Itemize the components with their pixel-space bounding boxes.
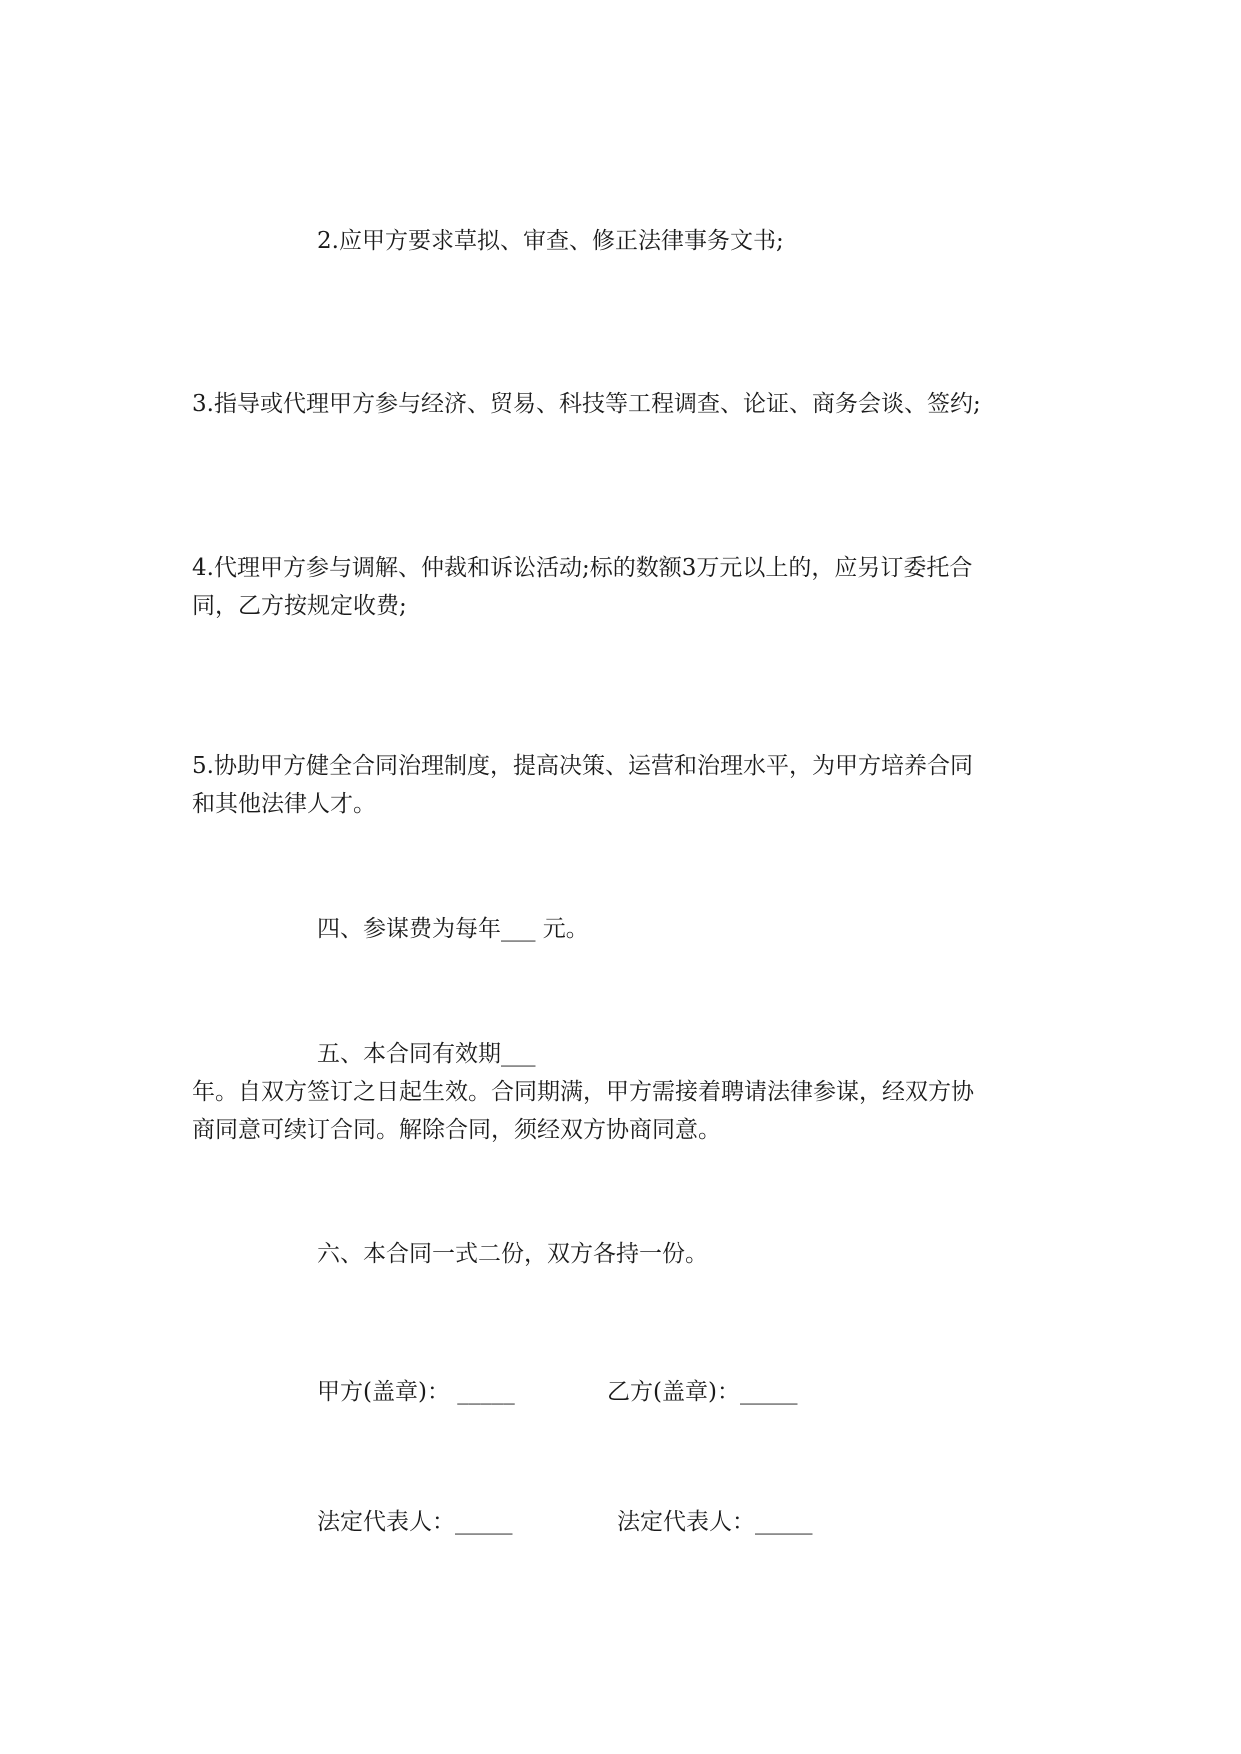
clause-5-line-2: 和其他法律人才。	[192, 791, 376, 817]
clause-2	[317, 222, 1042, 260]
section-5-line-2: 年。自双方签订之日起生效。合同期满，甲方需接着聘请法律参谋，经双方协	[192, 1079, 974, 1105]
clause-3-text: 3.指导或代理甲方参与经济、贸易、科技等工程调查、论证、商务会谈、签约;	[192, 391, 981, 417]
clause-4-line-2: 同，乙方按规定收费;	[192, 593, 407, 619]
party-b-representative: 法定代表人：_____	[617, 1509, 813, 1535]
party-a-representative: 法定代表人：_____	[317, 1509, 513, 1535]
party-a-seal: 甲方(盖章)： _____	[317, 1379, 515, 1405]
clause-5-line-1: 5.协助甲方健全合同治理制度，提高决策、运营和治理水平，为甲方培养合同	[192, 753, 973, 779]
section-4-fee	[317, 910, 1042, 948]
party-b-seal: 乙方(盖章)：_____	[607, 1379, 798, 1405]
section-5-line-1: 五、本合同有效期___	[317, 1041, 536, 1067]
section-4-text: 四、参谋费为每年___ 元。	[317, 916, 589, 942]
clause-5	[192, 747, 1042, 823]
clause-4	[192, 549, 1042, 625]
clause-4-line-1: 4.代理甲方参与调解、仲裁和诉讼活动;标的数额3万元以上的，应另订委托合	[192, 555, 973, 581]
section-5-term	[192, 1035, 1042, 1149]
clause-2-text: 2.应甲方要求草拟、审查、修正法律事务文书;	[317, 228, 784, 254]
section-5-line-3: 商同意可续订合同。解除合同，须经双方协商同意。	[192, 1117, 721, 1143]
section-6-copies	[317, 1235, 1042, 1273]
clause-3	[192, 385, 1042, 423]
section-6-text: 六、本合同一式二份，双方各持一份。	[317, 1241, 708, 1267]
